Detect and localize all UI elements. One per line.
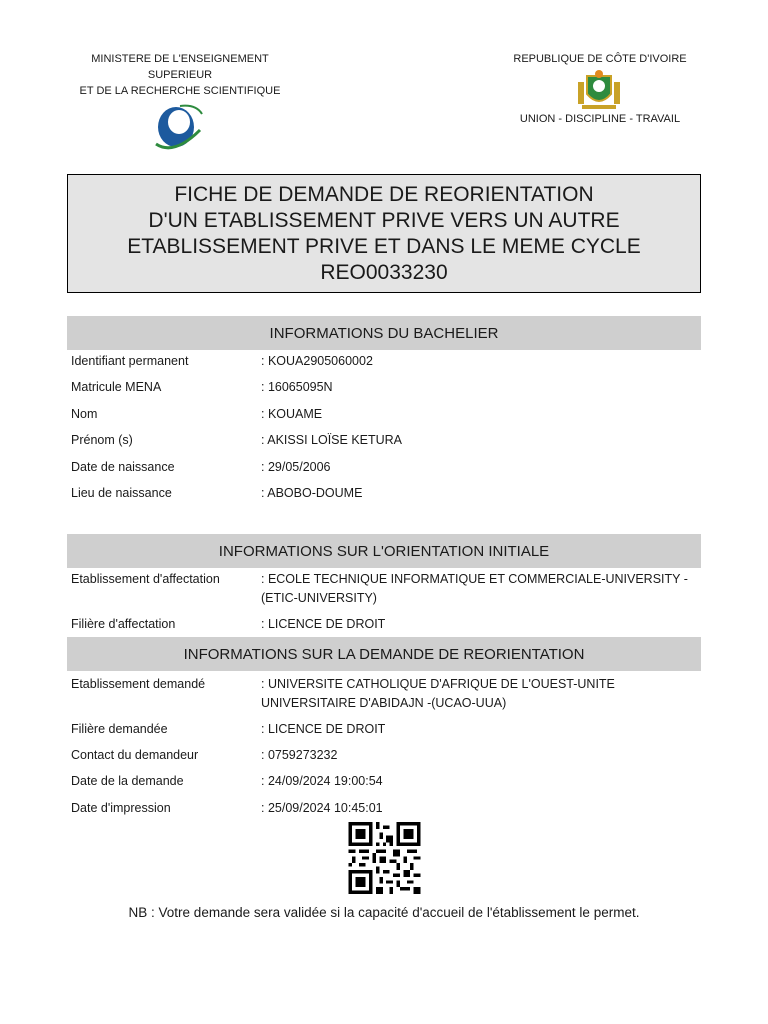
field-label: Matricule MENA (71, 380, 162, 394)
document-title-box (67, 174, 701, 293)
field-label: Date de la demande (71, 774, 184, 788)
field-value: : ABOBO-DOUME (261, 486, 363, 500)
field-label: Lieu de naissance (71, 486, 172, 500)
field-label: Nom (71, 407, 98, 421)
section-demande-header: INFORMATIONS SUR LA DEMANDE DE REORIENTATION (67, 637, 701, 671)
section-orientation-header: INFORMATIONS SUR L'ORIENTATION INITIALE (67, 534, 701, 568)
field-value: : KOUA2905060002 (261, 354, 373, 368)
field-value: : UNIVERSITE CATHOLIQUE D'AFRIQUE DE L'OUEST-UNITE UNIVERSITAIRE D'ABIDAJN -(UCAO-UUA) (261, 677, 615, 710)
field-label: Contact du demandeur (71, 748, 199, 762)
field-value: : KOUAME (261, 407, 323, 421)
ministry-logo (150, 100, 206, 154)
field-label: Date d'impression (71, 801, 171, 815)
field-value: : 24/09/2024 19:00:54 (261, 774, 383, 788)
field-label: Prénom (s) (71, 433, 133, 447)
field-value: : AKISSI LOÏSE KETURA (261, 433, 403, 447)
field-label: Etablissement d'affectation (71, 572, 220, 586)
ministry-name (70, 51, 290, 99)
validation-note: NB : Votre demande sera validée si la capacité d'accueil de l'établissement le permet. (128, 905, 640, 920)
field-label: Filière d'affectation (71, 617, 176, 631)
field-value: : LICENCE DE DROIT (261, 617, 386, 631)
coat-of-arms-icon (574, 68, 624, 112)
ministry-line: ET DE LA RECHERCHE SCIENTIFIQUE (79, 85, 281, 97)
field-value: : 29/05/2006 (261, 460, 331, 474)
field-label: Etablissement demandé (71, 677, 206, 691)
field-label: Date de naissance (71, 460, 175, 474)
ministry-line: MINISTERE DE L'ENSEIGNEMENT (91, 53, 269, 65)
republic-motto: UNION - DISCIPLINE - TRAVAIL (519, 113, 681, 125)
title-line: D'UN ETABLISSEMENT PRIVE VERS UN AUTRE (148, 208, 620, 232)
qr-code (346, 822, 423, 894)
request-reference: REO0033230 (320, 260, 448, 284)
field-value: : 25/09/2024 10:45:01 (261, 801, 383, 815)
title-line: FICHE DE DEMANDE DE REORIENTATION (174, 182, 594, 206)
field-label: Identifiant permanent (71, 354, 189, 368)
field-label: Filière demandée (71, 722, 168, 736)
title-line: ETABLISSEMENT PRIVE ET DANS LE MEME CYCLE (127, 234, 641, 258)
republic-name: REPUBLIQUE DE CÔTE D'IVOIRE (513, 53, 687, 65)
field-value: : 16065095N (261, 380, 333, 394)
field-value: : LICENCE DE DROIT (261, 722, 386, 736)
field-value: : ECOLE TECHNIQUE INFORMATIQUE ET COMMERCIALE-UNIVERSITY -(ETIC-UNIVERSITY) (261, 572, 688, 605)
field-value: : 0759273232 (261, 748, 338, 762)
section-bachelier-header: INFORMATIONS DU BACHELIER (67, 316, 701, 350)
ministry-line: SUPERIEUR (147, 69, 213, 81)
